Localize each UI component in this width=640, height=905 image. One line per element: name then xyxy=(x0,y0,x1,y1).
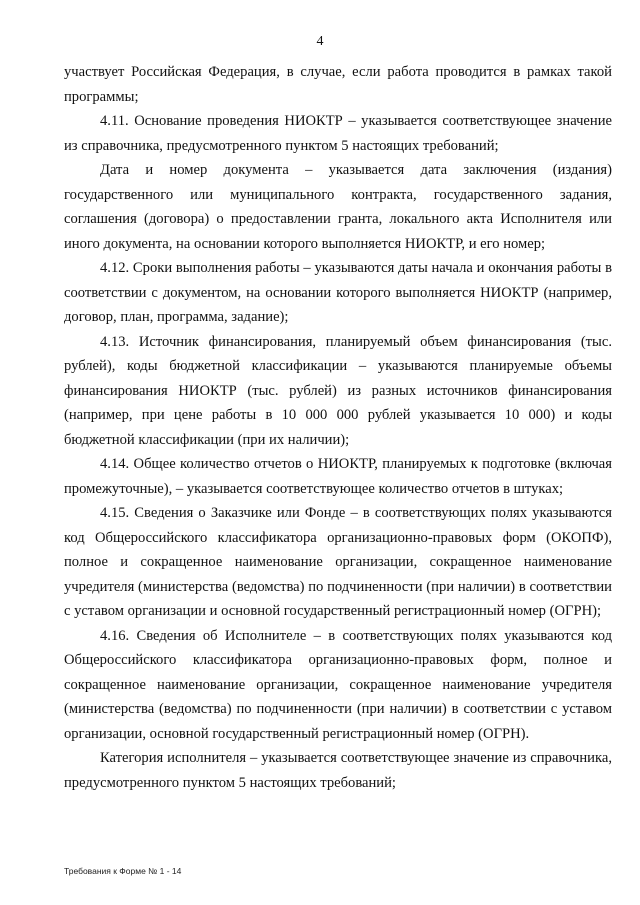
paragraph-4-15: 4.15. Сведения о Заказчике или Фонде – в соответствующих полях указываются код Общероссийского классификатора организационно-правовых форм (ОКОПФ), полное и сокращенное наименование организации, сокращенное наименование учредителя (министерства (ведомства) по подчиненности (при наличии) в соответствии с уставом организации и основной государственный регистрационный номер (ОГРН); xyxy=(64,505,612,619)
paragraph-4-16: 4.16. Сведения об Исполнителе – в соответствующих полях указываются код Общероссийского классификатора организационно-правовых форм, полное и сокращенное наименование организации, сокращенное наименование учредителя (министерства (ведомства) по подчиненности (при наличии) в соответствии с уставом организации, основной государственный регистрационный номер (ОГРН). xyxy=(64,627,612,742)
paragraph-4-14: 4.14. Общее количество отчетов о НИОКТР, планируемых к подготовке (включая промежуточные), – указывается соответствующее количество отчетов в штуках; xyxy=(64,456,612,497)
paragraph-continuation: участвует Российская Федерация, в случае, если работа проводится в рамках такой программы; xyxy=(64,64,612,105)
paragraph-4-11: 4.11. Основание проведения НИОКТР – указывается соответствующее значение из справочника, предусмотренного пунктом 5 настоящих требований; xyxy=(64,113,612,154)
paragraph-4-12: 4.12. Сроки выполнения работы – указываются даты начала и окончания работы в соответствии с документом, на основании которого выполняется НИОКТР (например, договор, план, программа, задание); xyxy=(64,260,612,325)
paragraph-document-date: Дата и номер документа – указывается дата заключения (издания) государственного или муниципального контракта, государственного задания, соглашения (договора) о предоставлении гранта, локального акта Исполнителя или иного документа, на основании которого выполняется НИОКТР, и его номер; xyxy=(64,162,612,252)
paragraph-executor-category: Категория исполнителя – указывается соответствующее значение из справочника, предусмотренного пунктом 5 настоящих требований; xyxy=(64,750,612,791)
page-number: 4 xyxy=(316,34,324,49)
page-footer: Требования к Форме № 1 - 14 xyxy=(64,866,182,876)
document-body xyxy=(64,60,612,795)
paragraph-4-13: 4.13. Источник финансирования, планируемый объем финансирования (тыс. рублей), коды бюджетной классификации – указываются планируемые объемы финансирования НИОКТР (тыс. рублей) из разных источников финансирования (например, при цене работы в 10 000 000 рублей указывается 10 000) и коды бюджетной классификации (при их наличии); xyxy=(64,333,612,448)
